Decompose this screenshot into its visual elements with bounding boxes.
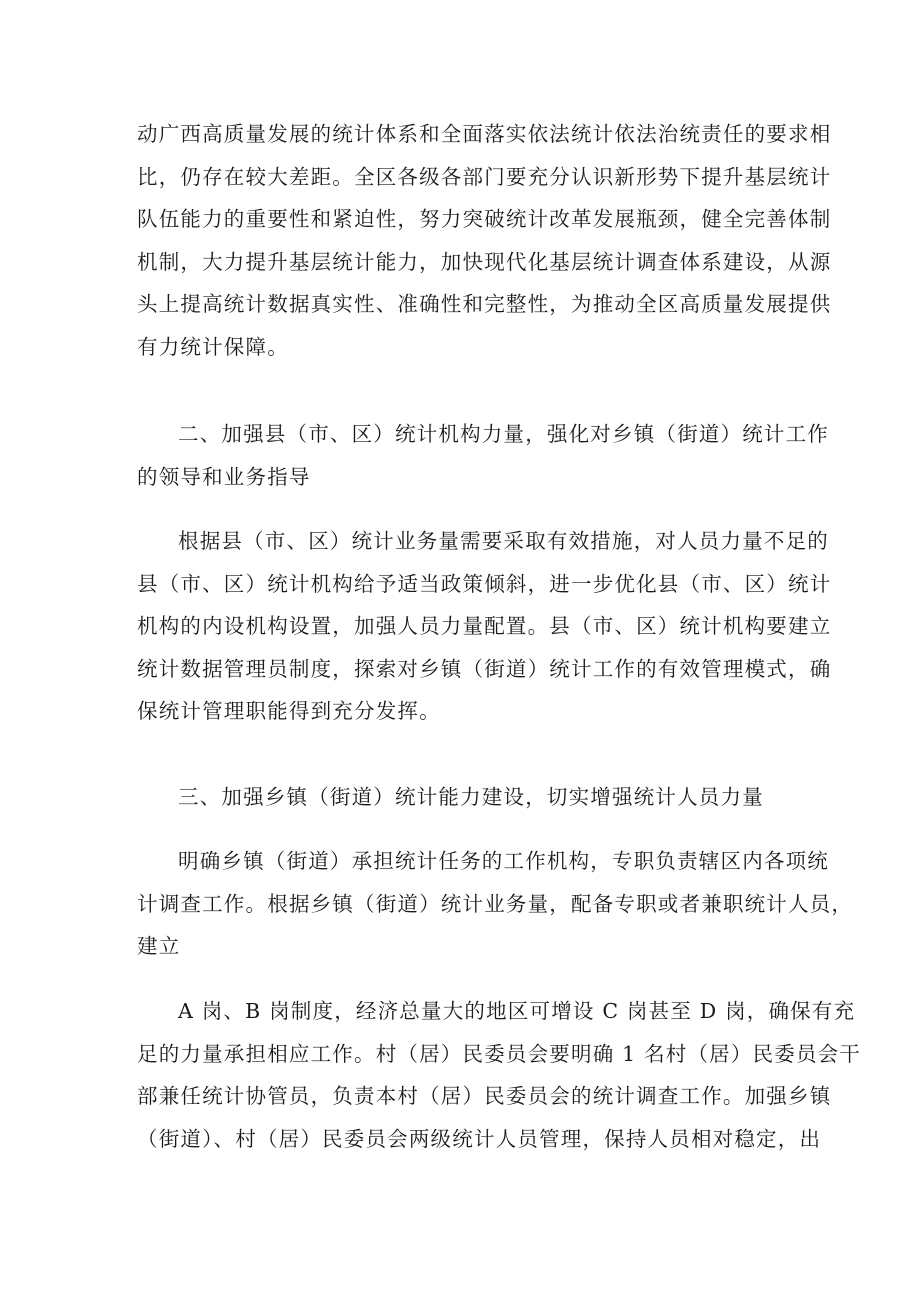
text-line: 明确乡镇（街道）承担统计任务的工作机构，专职负责辖区内各项统 (178, 849, 829, 873)
section-heading-2 (137, 413, 829, 498)
text-line: 计调查工作。根据乡镇（街道）统计业务量，配备专职或者兼职统计人员， (137, 891, 854, 916)
text-line: 三、加强乡镇（街道）统计能力建设，切实增强统计人员力量 (178, 785, 764, 809)
text-line: 机构的内设机构设置，加强人员力量配置。县（市、区）统计机构要建立 (137, 614, 832, 638)
section-heading-3 (137, 776, 787, 819)
paragraph-post-system (137, 990, 862, 1160)
text-line: 队伍能力的重要性和紧迫性，努力突破统计改革发展瓶颈，健全完善体制 (137, 207, 832, 231)
text-line: 的领导和业务指导 (137, 464, 311, 489)
text-line: 统计数据管理员制度，探索对乡镇（街道）统计工作的有效管理模式，确 (137, 656, 832, 681)
text-line: 机制，大力提升基层统计能力，加快现代化基层统计调查体系建设，从源 (137, 249, 832, 274)
text-line: 二、加强县（市、区）统计机构力量，强化对乡镇（街道）统计工作 (178, 422, 829, 446)
text-line: 保统计管理职能得到充分发挥。 (137, 699, 441, 723)
text-line: A 岗、B 岗制度，经济总量大的地区可增设 C 岗甚至 D 岗，确保有充 (178, 999, 856, 1023)
text-line: 部兼任统计协管员，负责本村（居）民委员会的统计调查工作。加强乡镇 (137, 1084, 832, 1108)
text-line: 县（市、区）统计机构给予适当政策倾斜，进一步优化县（市、区）统计 (137, 571, 832, 596)
paragraph-township-stats (137, 840, 854, 968)
text-line: 有力统计保障。 (137, 334, 289, 359)
paragraph-continuation (137, 113, 832, 368)
text-line: 足的力量承担相应工作。村（居）民委员会要明确 1 名村（居）民委员会干 (137, 1041, 862, 1066)
text-line: 建立 (137, 934, 181, 958)
text-line: （街道）、村（居）民委员会两级统计人员管理，保持人员相对稳定，出 (137, 1126, 822, 1151)
paragraph-county-stats (137, 520, 832, 733)
text-line: 比，仍存在较大差距。全区各级各部门要充分认识新形势下提升基层统计 (137, 164, 832, 189)
text-line: 头上提高统计数据真实性、准确性和完整性，为推动全区高质量发展提供 (137, 292, 832, 316)
text-line: 动广西高质量发展的统计体系和全面落实依法统计依法治统责任的要求相 (137, 122, 832, 146)
text-line: 根据县（市、区）统计业务量需要采取有效措施，对人员力量不足的 (178, 529, 829, 553)
